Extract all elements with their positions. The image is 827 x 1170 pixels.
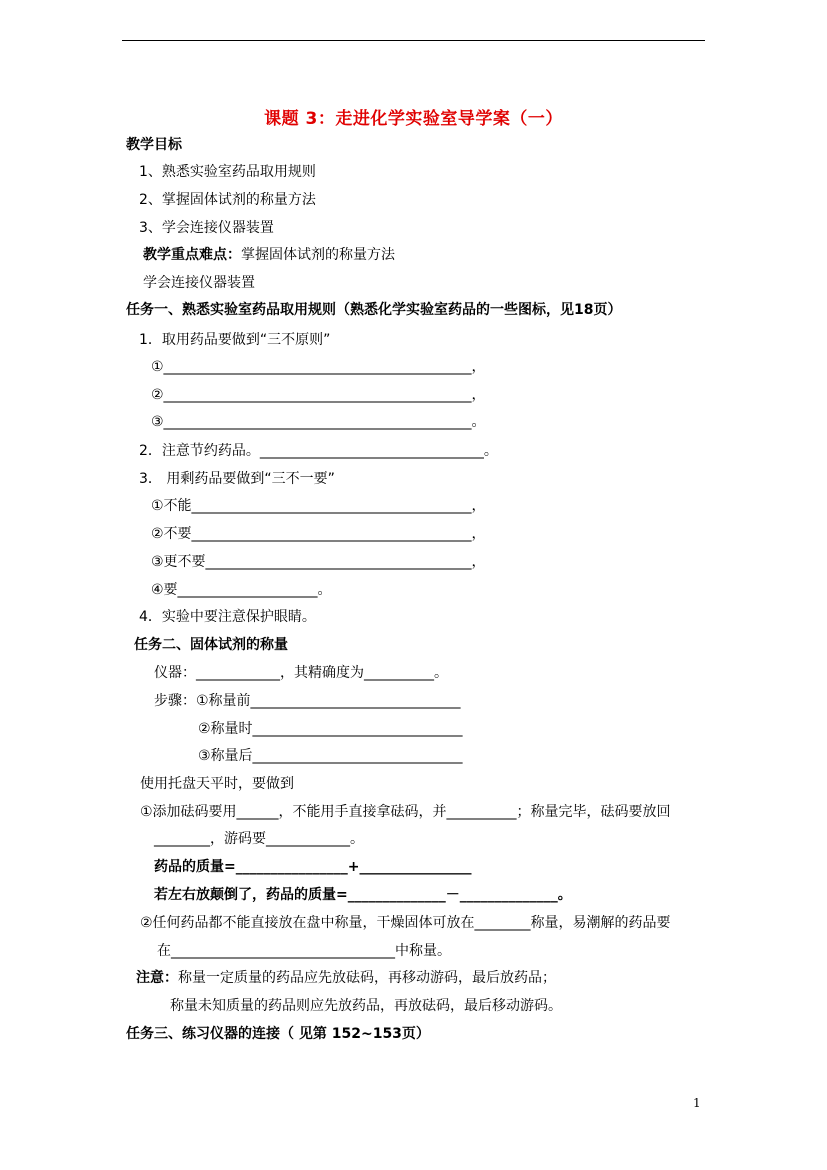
task1-heading: 任务一、熟悉实验室药品取用规则（熟悉化学实验室药品的一些图标，见18页） xyxy=(126,302,622,318)
mass-formula: 药品的质量=________________+________________ xyxy=(154,859,472,875)
task2-instrument: 仪器：____________，其精确度为__________。 xyxy=(154,665,448,681)
balance-rule-2b: 在________________________________中称量。 xyxy=(157,943,451,959)
key-points-label: 教学重点难点： xyxy=(143,247,241,263)
task1-question-3: 3． 用剩药品要做到“三不一要” xyxy=(139,471,335,487)
balance-rule-2a: ②任何药品都不能直接放在盘中称量，干燥固体可放在________称量，易潮解的药品要 xyxy=(140,915,671,931)
objectives-heading: 教学目标 xyxy=(126,137,182,153)
page-number: 1 xyxy=(693,1096,701,1110)
note-line-1 xyxy=(136,969,556,987)
key-points xyxy=(143,246,395,264)
balance-rule-1a: ①添加砝码要用______，不能用手直接拿砝码，并__________；称量完毕，砝码要放回 xyxy=(140,804,671,820)
task1-question-1: 1．取用药品要做到“三不原则” xyxy=(139,332,331,348)
header-rule xyxy=(122,40,705,41)
task1-question-2: 2．注意节约药品。________________________________。 xyxy=(139,443,498,459)
task1-q1-blank-2: ②____________________________________________， xyxy=(151,387,486,403)
balance-intro: 使用托盘天平时，要做到 xyxy=(140,776,294,792)
task1-q1-blank-1: ①____________________________________________， xyxy=(151,359,486,375)
task2-step-1: 步骤：①称量前______________________________ xyxy=(154,693,461,709)
task2-heading: 任务二、固体试剂的称量 xyxy=(134,637,288,653)
task1-q3-blank-2: ②不要________________________________________， xyxy=(151,526,486,542)
task1-q3-blank-4: ④要____________________。 xyxy=(151,582,332,598)
task3-heading: 任务三、练习仪器的连接（ 见第 152~153页） xyxy=(126,1026,430,1042)
task1-q1-blank-3: ③____________________________________________。 xyxy=(151,414,486,430)
task2-step-3: ③称量后______________________________ xyxy=(198,748,463,764)
note-line-2: 称量未知质量的药品则应先放药品，再放砝码，最后移动游码。 xyxy=(170,998,562,1014)
task2-step-2: ②称量时______________________________ xyxy=(198,721,463,737)
balance-rule-1b: ________，游码要____________。 xyxy=(154,831,364,847)
key-points-text: 掌握固体试剂的称量方法 xyxy=(241,247,395,263)
task1-question-4: 4．实验中要注意保护眼睛。 xyxy=(139,609,316,625)
objective-item-1: 1、熟悉实验室药品取用规则 xyxy=(139,164,316,180)
document-title: 课题 3：走进化学实验室导学案（一） xyxy=(264,109,563,129)
objective-item-3: 3、学会连接仪器装置 xyxy=(139,220,274,236)
mass-reverse-formula: 若左右放颠倒了，药品的质量=______________－______________。 xyxy=(154,887,572,903)
note-text-1: 称量一定质量的药品应先放砝码，再移动游码，最后放药品； xyxy=(178,970,556,986)
key-points-text-2: 学会连接仪器装置 xyxy=(143,275,255,291)
objective-item-2: 2、掌握固体试剂的称量方法 xyxy=(139,192,316,208)
note-label: 注意： xyxy=(136,970,178,986)
task1-q3-blank-1: ①不能________________________________________， xyxy=(151,498,486,514)
task1-q3-blank-3: ③更不要______________________________________， xyxy=(151,554,486,570)
